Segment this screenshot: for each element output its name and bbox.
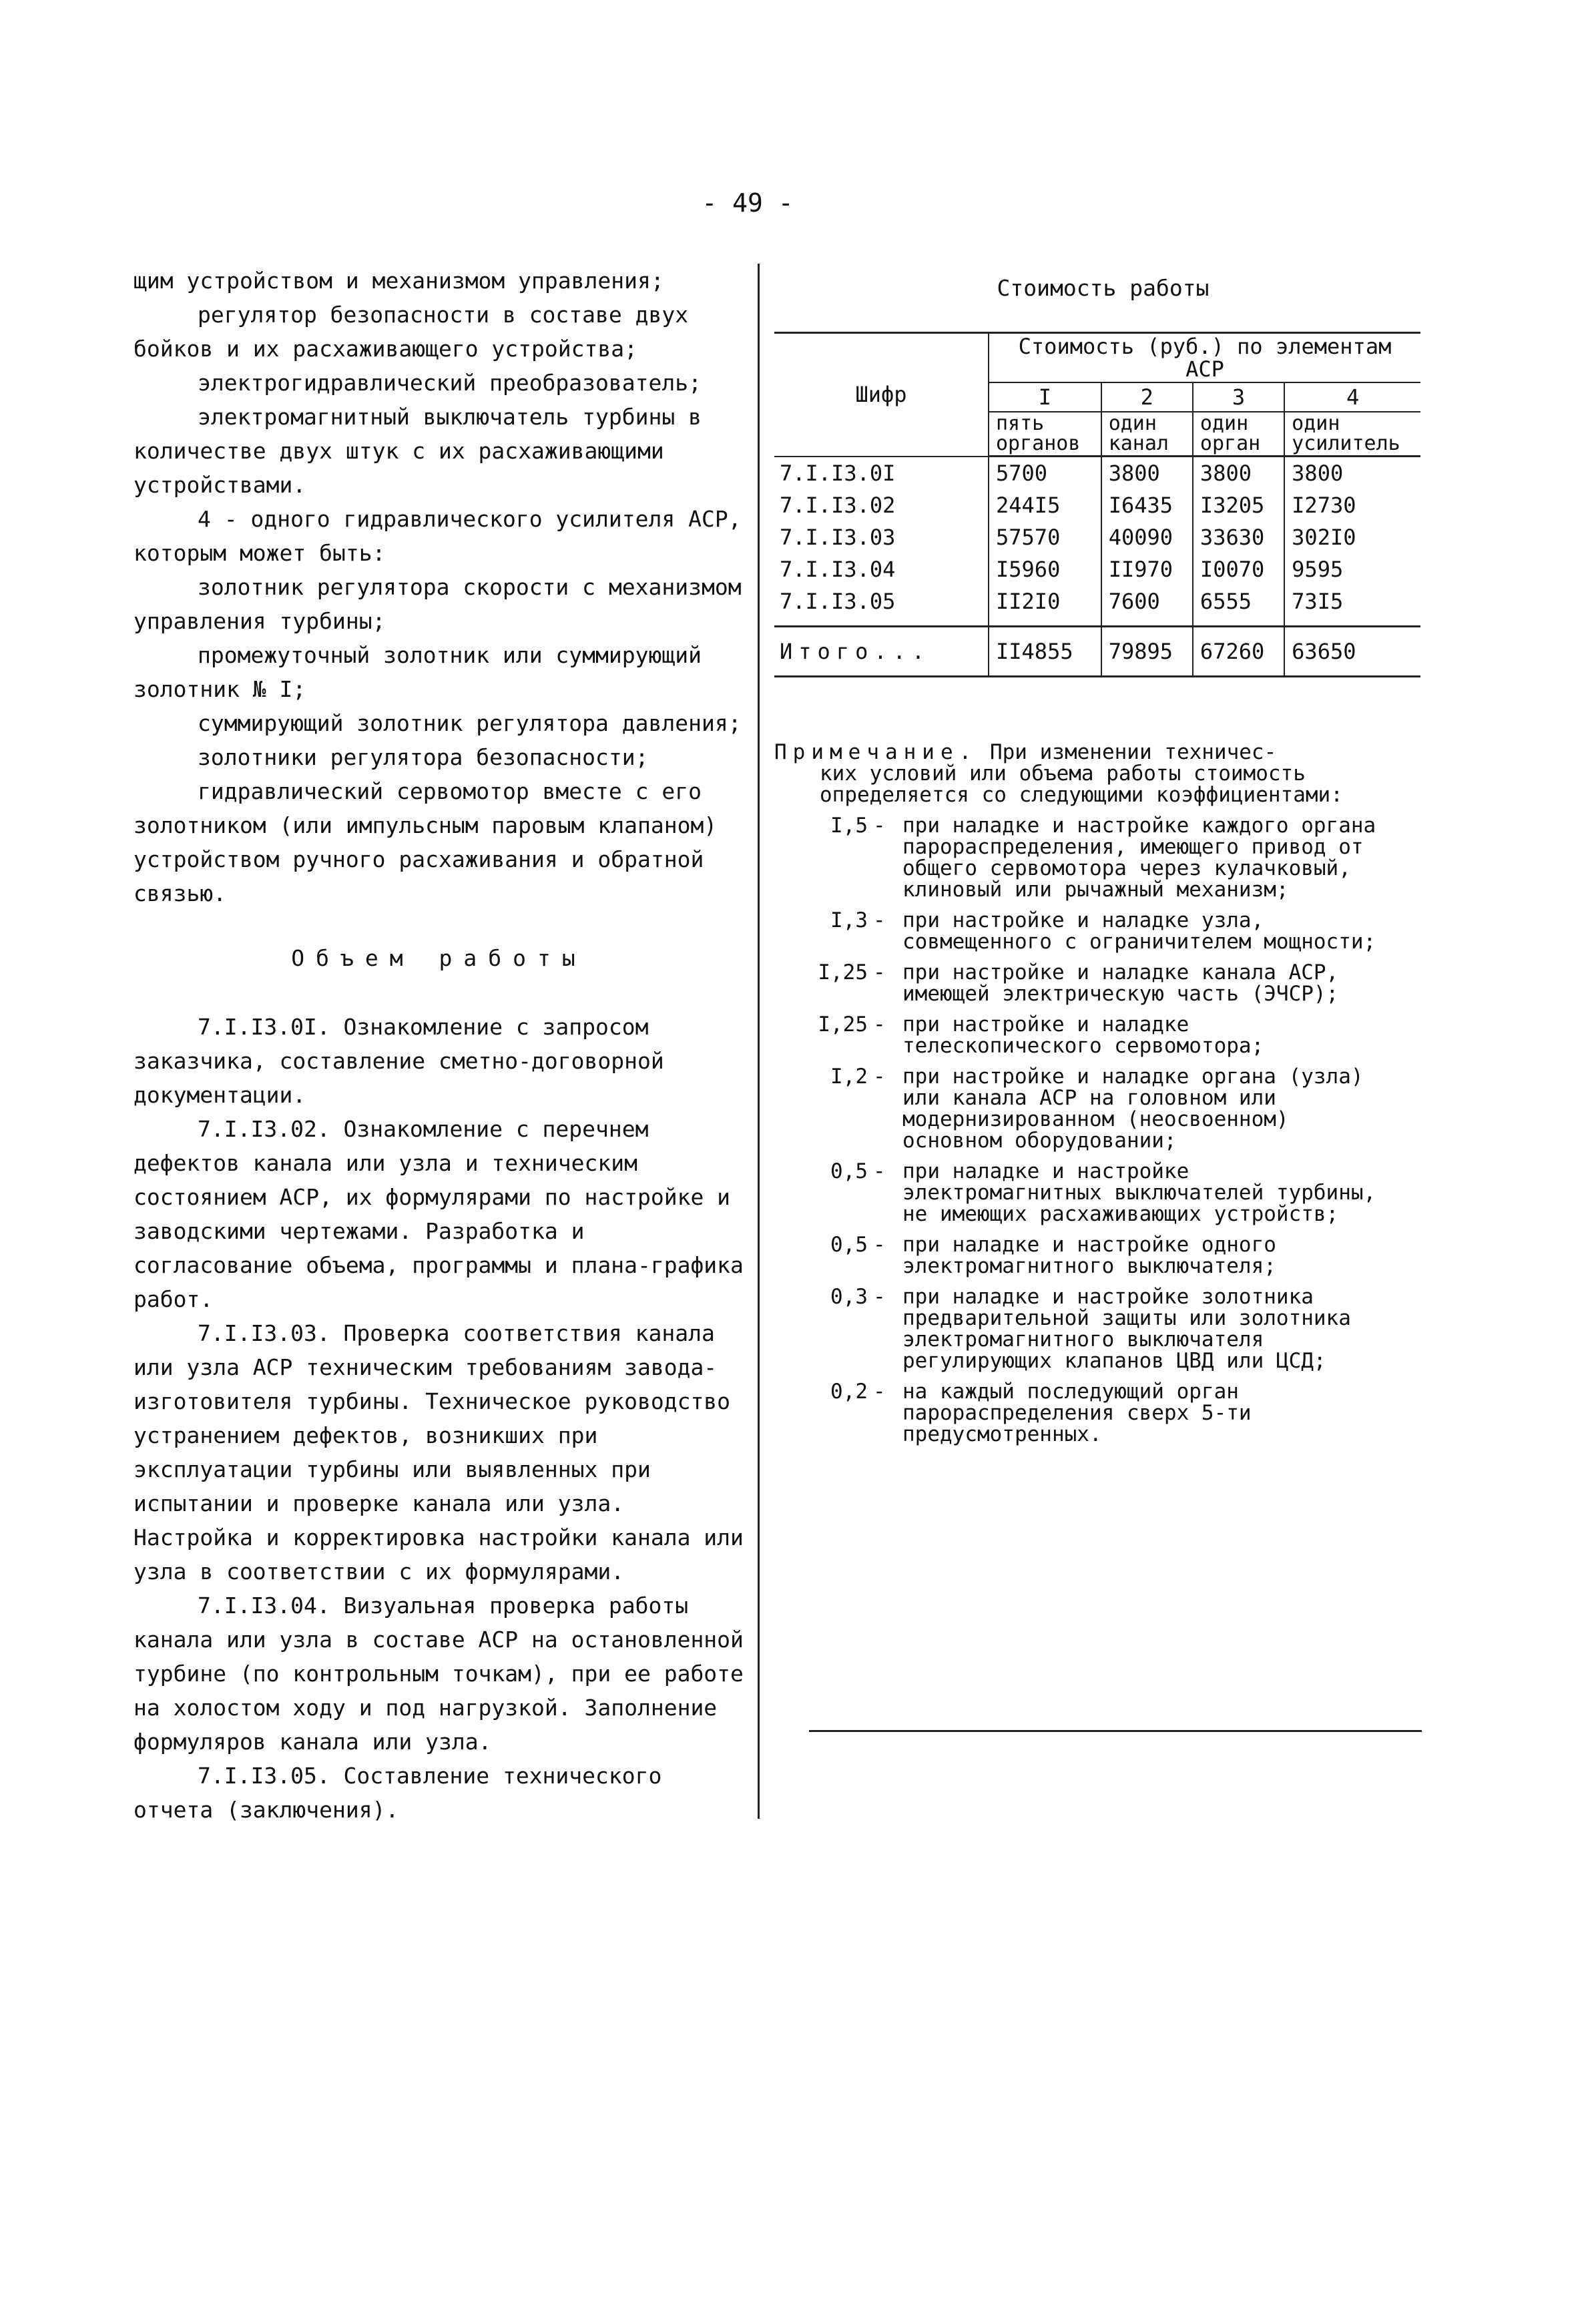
coefficient-text: при наладке и настройке электромагнитных выключателей турбины, не имеющих расхаживающих устройств; xyxy=(902,1159,1376,1226)
table-cell: 33630 xyxy=(1193,521,1284,553)
column-number: 4 xyxy=(1284,382,1420,412)
coefficient-text: при наладке и настройке каждого органа парораспределения, имеющего привод от общего сервомотора через кулачковый, клиновый или рычажный механизм; xyxy=(902,814,1376,902)
coefficient-value: 0,3 xyxy=(830,1285,868,1309)
coefficient-item: 0,3 - при наладке и настройке золотника предварительной защиты или золотника электромагнитного выключателя регулирующих клапанов ЦВД или ЦСД; xyxy=(774,1286,1432,1372)
table-cell: I5960 xyxy=(989,553,1101,585)
coefficient-value: 0,5 xyxy=(830,1233,868,1257)
work-item-paragraph: 7.I.I3.02. Ознакомление с перечнем дефектов канала или узла и техническим состоянием АСР, их формулярами по настройке и заводскими чертежами. Разработка и согласование объема, программы и плана-графика работ. xyxy=(134,1116,744,1312)
coefficient-text: при наладке и настройке одного электромагнитного выключателя; xyxy=(902,1233,1276,1278)
table-cell-code: 7.I.I3.05 xyxy=(774,585,989,627)
total-cell: 67260 xyxy=(1193,627,1284,677)
coefficient-value: I,5 xyxy=(830,814,868,838)
table-cell: 57570 xyxy=(989,521,1101,553)
coefficient-value: I,25 xyxy=(818,1013,868,1037)
coefficient-value: I,25 xyxy=(818,960,868,984)
table-header-row xyxy=(774,333,1420,383)
table-cell-code: 7.I.I3.02 xyxy=(774,489,989,521)
text-line: регулятор безопасности в составе двух бойков и их расхаживающего устройства; xyxy=(134,302,689,362)
total-cell: 79895 xyxy=(1101,627,1193,677)
total-label: Итого... xyxy=(774,627,989,677)
note-intro: ких условий или объема работы стоимость определяется со следующими коэффициентами: xyxy=(820,762,1343,807)
section-title: Объем работы xyxy=(291,945,587,971)
table-cell: I0070 xyxy=(1193,553,1284,585)
column-divider xyxy=(758,264,760,1819)
text-line: 4 - одного гидравлического усилителя АСР, которым может быть: xyxy=(134,506,742,566)
table-row xyxy=(774,585,1420,627)
note-block xyxy=(774,742,1432,1445)
table-cell: I2730 xyxy=(1284,489,1420,521)
shifr-header: Шифр xyxy=(774,333,989,457)
column-description: один усилитель xyxy=(1284,412,1420,457)
right-column xyxy=(774,264,1432,1445)
table-cell: 9595 xyxy=(1284,553,1420,585)
table-cell: 7600 xyxy=(1101,585,1193,627)
table-cell: 3800 xyxy=(1101,457,1193,490)
coefficient-item: 0,5 - при наладке и настройке электромагнитных выключателей турбины, не имеющих расхаживающих устройств; xyxy=(774,1161,1432,1225)
work-item-paragraph: 7.I.I3.05. Составление технического отчета (заключения). xyxy=(134,1763,662,1823)
coefficient-item: 0,2 - на каждый последующий орган парораспределения сверх 5-ти предусмотренных. xyxy=(774,1381,1432,1445)
table-row xyxy=(774,489,1420,521)
text-line: электрогидравлический преобразователь; xyxy=(198,370,702,396)
text-line: суммирующий золотник регулятора давления; xyxy=(198,710,742,736)
coefficient-value: I,2 xyxy=(830,1065,868,1089)
coefficient-text: при настройке и наладке телескопического сервомотора; xyxy=(902,1013,1264,1058)
text-line: золотники регулятора безопасности; xyxy=(198,744,649,770)
coefficient-item: 0,5 - при наладке и настройке одного электромагнитного выключателя; xyxy=(774,1234,1432,1277)
table-cell: 40090 xyxy=(1101,521,1193,553)
work-item-paragraph: 7.I.I3.04. Визуальная проверка работы канала или узла в составе АСР на остановленной турбине (по контрольным точкам), при ее работе на холостом ходу и под нагрузкой. Заполнение формуляров канала или узла. xyxy=(134,1593,744,1755)
page-number: - 49 - xyxy=(702,188,794,218)
table-cell-code: 7.I.I3.03 xyxy=(774,521,989,553)
table-cell: 73I5 xyxy=(1284,585,1420,627)
group-header: Стоимость (руб.) по элементам АСР xyxy=(989,333,1420,383)
text-line: электромагнитный выключатель турбины в количестве двух штук с их расхаживающими устройствами. xyxy=(134,404,702,498)
total-cell: 63650 xyxy=(1284,627,1420,677)
table-cell-code: 7.I.I3.0I xyxy=(774,457,989,490)
column-description: пять органов xyxy=(989,412,1101,457)
table-cell: II970 xyxy=(1101,553,1193,585)
coefficient-item: I,2 - при настройке и наладке органа (узла) или канала АСР на головном или модернизированном (неосвоенном) основном оборудовании; xyxy=(774,1066,1432,1151)
table-cell-code: 7.I.I3.04 xyxy=(774,553,989,585)
column-description: один канал xyxy=(1101,412,1193,457)
coefficient-item: I,25 - при настройке и наладке канала АСР, имеющей электрическую часть (ЭЧСР); xyxy=(774,962,1432,1004)
text-line: промежуточный золотник или суммирующий золотник № I; xyxy=(134,642,702,702)
table-title: Стоимость работы xyxy=(997,275,1210,301)
table-cell: II2I0 xyxy=(989,585,1101,627)
coefficient-value: I,3 xyxy=(830,908,868,932)
coefficient-text: на каждый последующий орган парораспределения сверх 5-ти предусмотренных. xyxy=(902,1380,1252,1446)
note-end-rule xyxy=(809,1730,1422,1732)
table-cell: 302I0 xyxy=(1284,521,1420,553)
column-description: один орган xyxy=(1193,412,1284,457)
coefficient-item: I,5 - при наладке и настройке каждого органа парораспределения, имеющего привод от общего сервомотора через кулачковый, клиновый или рычажный механизм; xyxy=(774,815,1432,900)
table-row xyxy=(774,553,1420,585)
text-line: гидравлический сервомотор вместе с его золотником (или импульсным паровым клапаном) устройством ручного расхаживания и обратной связью. xyxy=(134,778,718,906)
table-cell: 5700 xyxy=(989,457,1101,490)
table-row xyxy=(774,521,1420,553)
total-cell: II4855 xyxy=(989,627,1101,677)
coefficient-text: при настройке и наладке органа (узла) или канала АСР на головном или модернизированном (неосвоенном) основном оборудовании; xyxy=(902,1065,1364,1153)
text-line: щим устройством и механизмом управления; xyxy=(134,268,664,294)
table-cell: I3205 xyxy=(1193,489,1284,521)
work-item-paragraph: 7.I.I3.0I. Ознакомление с запросом заказчика, составление сметно-договорной документации. xyxy=(134,1014,664,1108)
coefficient-item: I,3 - при настройке и наладке узла, совмещенного с ограничителем мощности; xyxy=(774,910,1432,952)
text-line: золотник регулятора скорости с механизмом управления турбины; xyxy=(134,574,742,634)
left-column xyxy=(134,264,744,1827)
table-cell: 6555 xyxy=(1193,585,1284,627)
coefficient-value: 0,2 xyxy=(830,1380,868,1404)
column-number: 2 xyxy=(1101,382,1193,412)
note-label: Примечание. xyxy=(774,740,978,764)
coefficient-text: при настройке и наладке узла, совмещенного с ограничителем мощности; xyxy=(902,908,1376,954)
table-total-row xyxy=(774,627,1420,677)
table-cell: 3800 xyxy=(1193,457,1284,490)
column-number: I xyxy=(989,382,1101,412)
note-heading xyxy=(774,742,1432,763)
table-row xyxy=(774,457,1420,490)
coefficient-value: 0,5 xyxy=(830,1159,868,1183)
coefficient-text: при наладке и настройке золотника предварительной защиты или золотника электромагнитного выключателя регулирующих клапанов ЦВД или ЦСД; xyxy=(902,1285,1351,1373)
cost-table xyxy=(774,332,1420,677)
table-cell: I6435 xyxy=(1101,489,1193,521)
table-cell: 3800 xyxy=(1284,457,1420,490)
column-number: 3 xyxy=(1193,382,1284,412)
work-item-paragraph: 7.I.I3.03. Проверка соответствия канала или узла АСР техническим требованиям завода-изготовителя турбины. Техническое руководство устранением дефектов, возникших при эксплуатации турбины или выявленных при испытании и проверке канала или узла. Настройка и корректировка настройки канала или узла в соответствии с их формулярами. xyxy=(134,1320,744,1585)
coefficient-text: при настройке и наладке канала АСР, имеющей электрическую часть (ЭЧСР); xyxy=(902,960,1339,1006)
coefficient-item: I,25 - при настройке и наладке телескопического сервомотора; xyxy=(774,1014,1432,1057)
table-cell: 244I5 xyxy=(989,489,1101,521)
note-intro-first: При изменении техничес- xyxy=(989,740,1277,764)
